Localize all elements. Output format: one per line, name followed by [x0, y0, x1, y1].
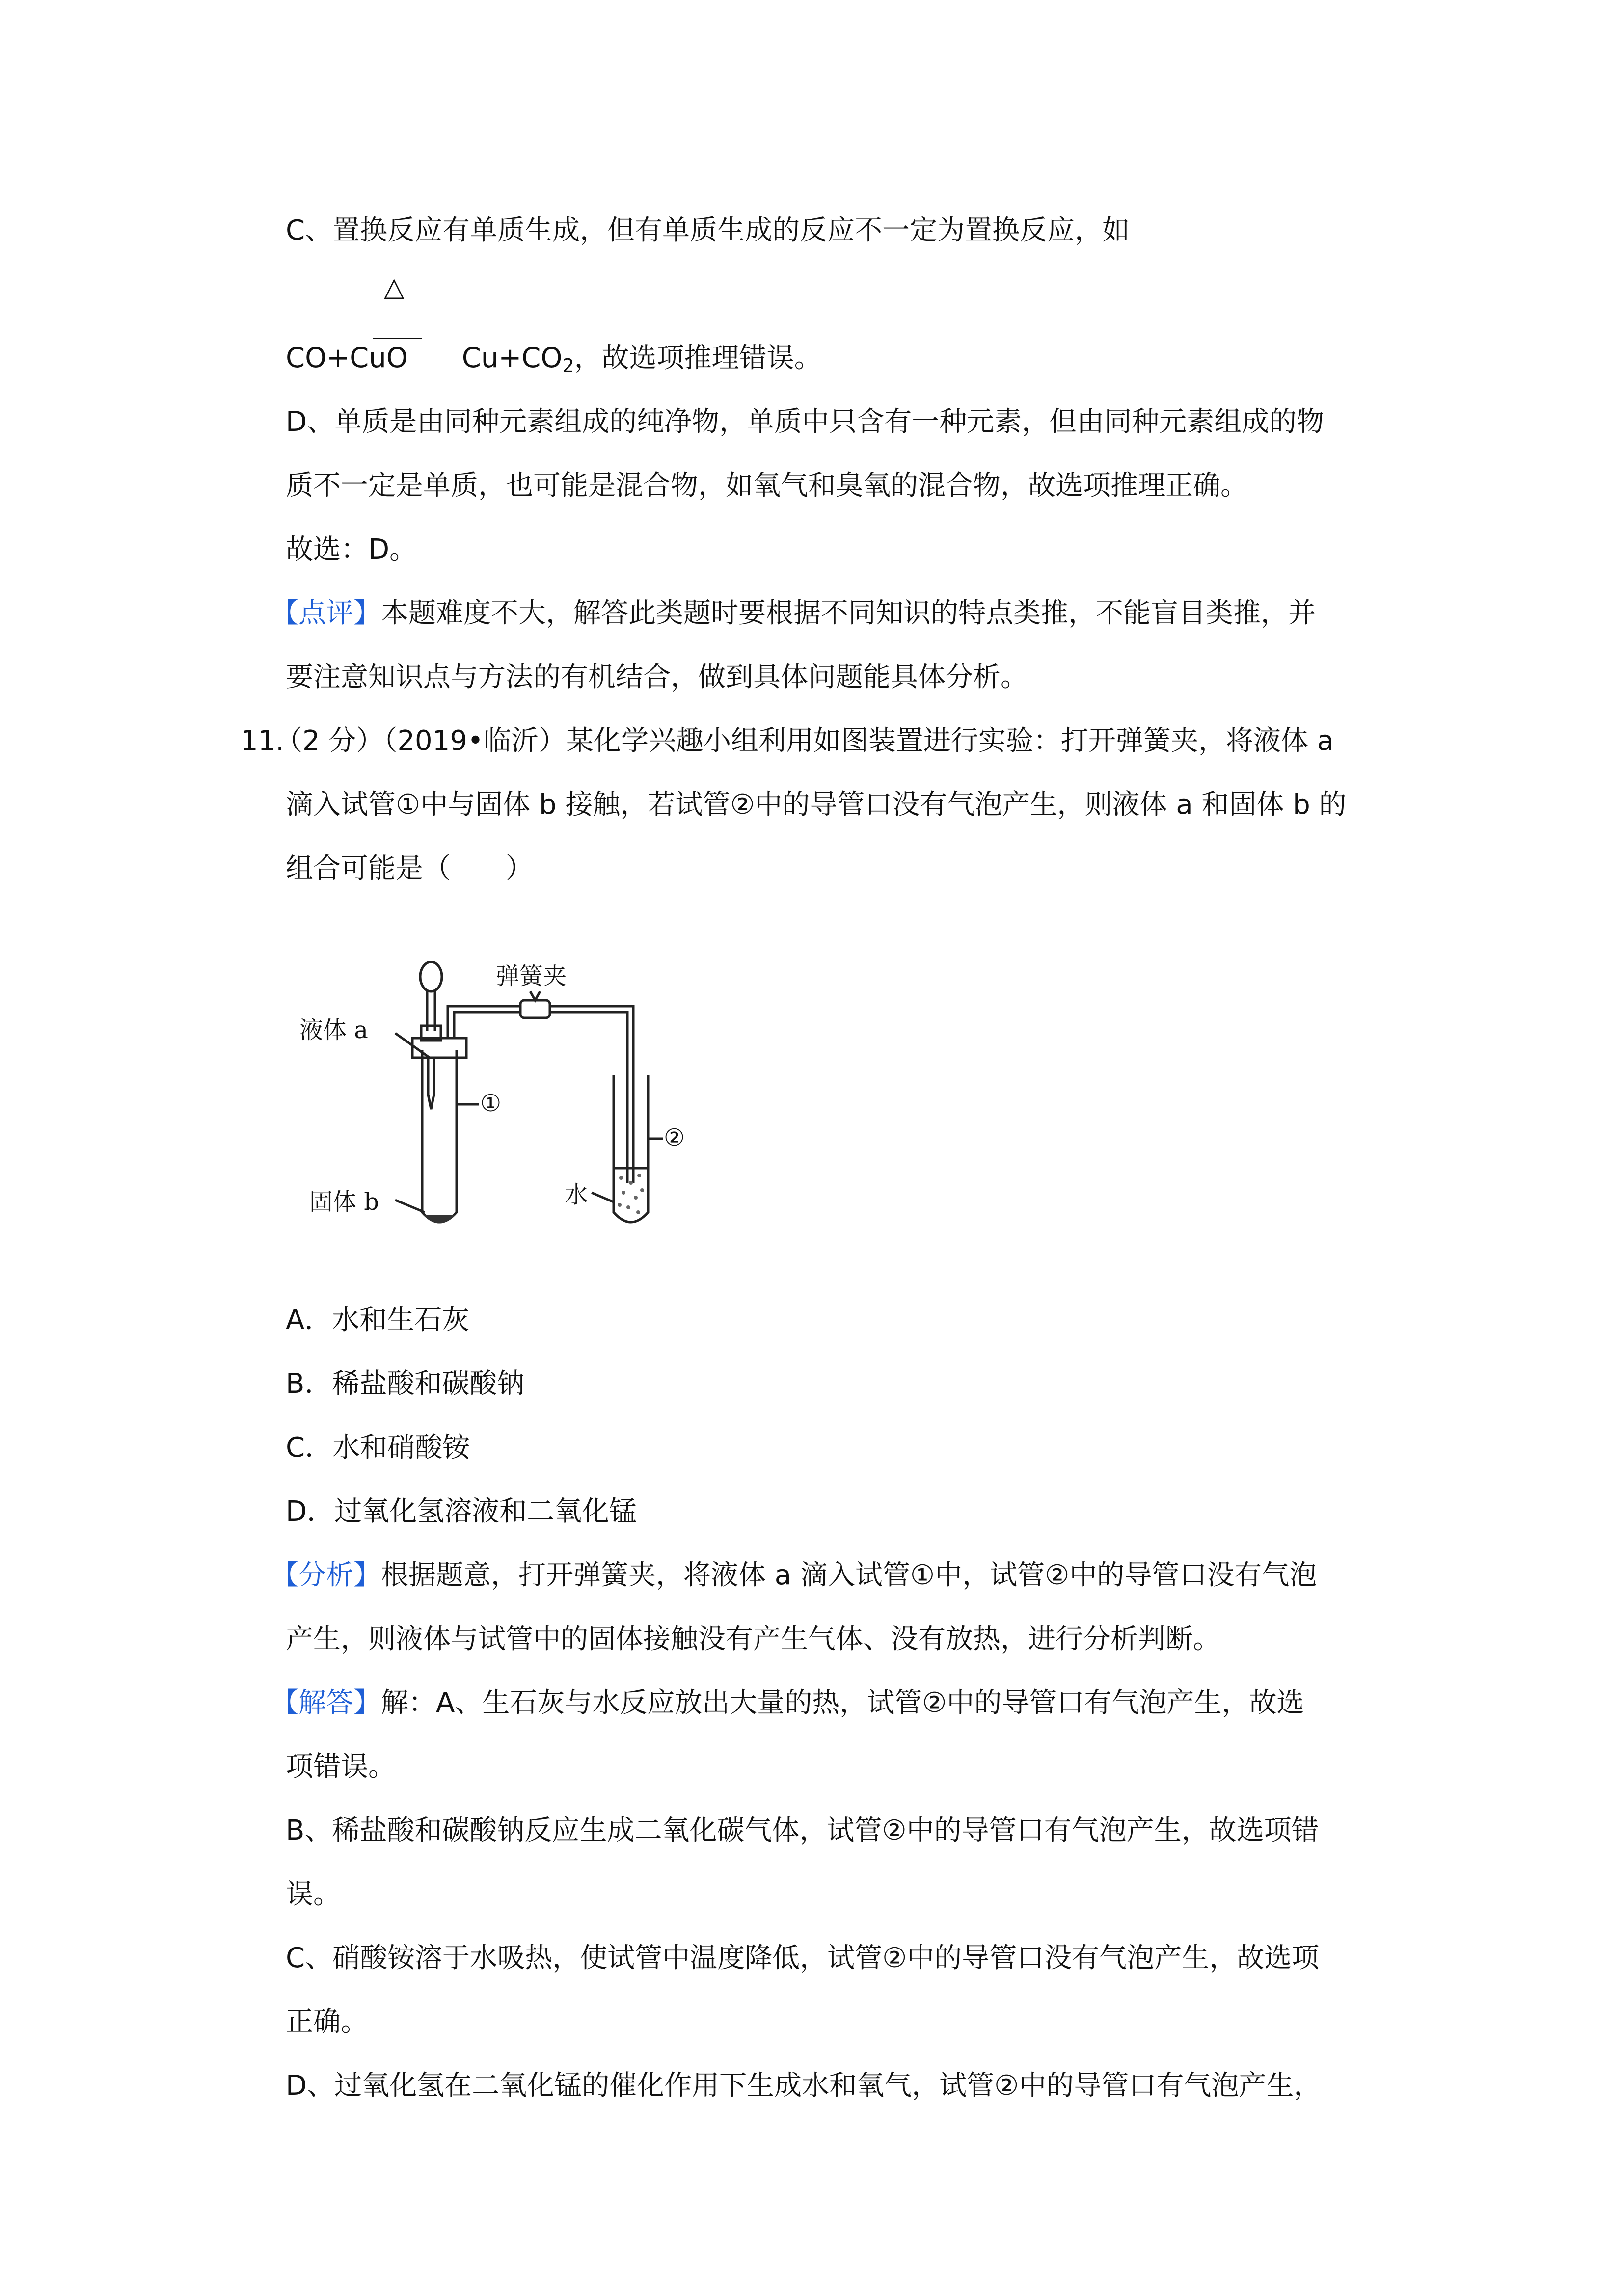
- solution-b-text-2: 误。: [286, 1878, 341, 1910]
- solution-b-text-1: B、稀盐酸和碳酸钠反应生成二氧化碳气体，试管②中的导管口有气泡产生，故选项错: [286, 1815, 1319, 1846]
- tube-2-label: ②: [664, 1124, 685, 1151]
- dropper-bulb: [420, 962, 442, 991]
- option-d: D．过氧化氢溶液和二氧化锰: [286, 1495, 637, 1527]
- question-text-2: 滴入试管①中与固体 b 接触，若试管②中的导管口没有气泡产生，则液体 a 和固体 b 的: [286, 789, 1347, 821]
- solid-b: [423, 1215, 456, 1224]
- review-line-2: 要注意知识点与方法的有机结合，做到具体问题能具体分析。: [286, 661, 1028, 693]
- delivery-tube-2: [550, 1006, 633, 1183]
- tube-1-label: ①: [480, 1090, 502, 1117]
- solution-a-text-2: 项错误。: [286, 1751, 396, 1783]
- analysis-line-2: 产生，则液体与试管中的固体接触没有产生气体、没有放热，进行分析判断。: [286, 1623, 1220, 1655]
- prev-option-d-line-1: D、单质是由同种元素组成的纯净物，单质中只含有一种元素，但由同种元素组成的物: [286, 406, 1325, 438]
- equation-reactants: CO+CuO: [286, 342, 408, 374]
- question-text-3: 组合可能是（ ）: [286, 853, 533, 884]
- equation-products: Cu+CO: [461, 342, 563, 374]
- option-b: B．稀盐酸和碳酸钠: [286, 1368, 525, 1400]
- solution-a-text-1: 解：A、生石灰与水反应放出大量的热，试管②中的导管口有气泡产生，故选: [381, 1687, 1304, 1719]
- apparatus-figure: [290, 928, 712, 1242]
- dropper-tip: [428, 1058, 434, 1109]
- spring-clamp: [520, 1000, 550, 1018]
- option-c: C．水和硝酸铵: [286, 1432, 470, 1464]
- analysis-line-1: [271, 1556, 1317, 1595]
- water-label: 水: [565, 1181, 589, 1208]
- test-tube-2: [614, 1075, 648, 1222]
- prev-option-c-text: C、置换反应有单质生成，但有单质生成的反应不一定为置换反应，如: [286, 214, 1130, 246]
- solution-c-text-1: C、硝酸铵溶于水吸热，使试管中温度降低，试管②中的导管口没有气泡产生，故选项: [286, 1942, 1320, 1974]
- solution-d-text-1: D、过氧化氢在二氧化锰的催化作用下生成水和氧气，试管②中的导管口有气泡产生，: [286, 2070, 1322, 2102]
- option-a: A．水和生石灰: [286, 1304, 470, 1336]
- prev-option-d-line-2: 质不一定是单质，也可能是混合物，如氧气和臭氧的混合物，故选项推理正确。: [286, 470, 1248, 502]
- heating-symbol: △: [384, 271, 405, 302]
- analysis-text-1: 根据题意，打开弹簧夹，将液体 a 滴入试管①中，试管②中的导管口没有气泡: [381, 1559, 1317, 1591]
- analysis-tag: 【分析】: [271, 1559, 381, 1591]
- review-tag: 【点评】: [271, 597, 381, 629]
- question-number: 11.: [241, 725, 285, 757]
- solution-tag: 【解答】: [271, 1687, 381, 1719]
- solution-line-1: [271, 1683, 1304, 1723]
- liquid-a-label: 液体 a: [299, 1016, 368, 1044]
- solid-b-label: 固体 b: [309, 1188, 379, 1216]
- chemical-equation: [286, 339, 822, 385]
- equation-subscript: 2: [562, 355, 574, 376]
- clamp-label: 弹簧夹: [496, 962, 567, 990]
- solution-c-text-2: 正确。: [286, 2006, 368, 2038]
- question-text-1: （2 分）（2019•临沂）某化学兴趣小组利用如图装置进行实验：打开弹簧夹，将液体 a: [275, 725, 1334, 757]
- equation-conclusion: ，故选项推理错误。: [574, 342, 822, 374]
- prev-answer: 故选：D。: [286, 534, 417, 565]
- review-text-1: 本题难度不大，解答此类题时要根据不同知识的特点类推，不能盲目类推，并: [381, 597, 1316, 629]
- review-line-1: [271, 594, 1316, 633]
